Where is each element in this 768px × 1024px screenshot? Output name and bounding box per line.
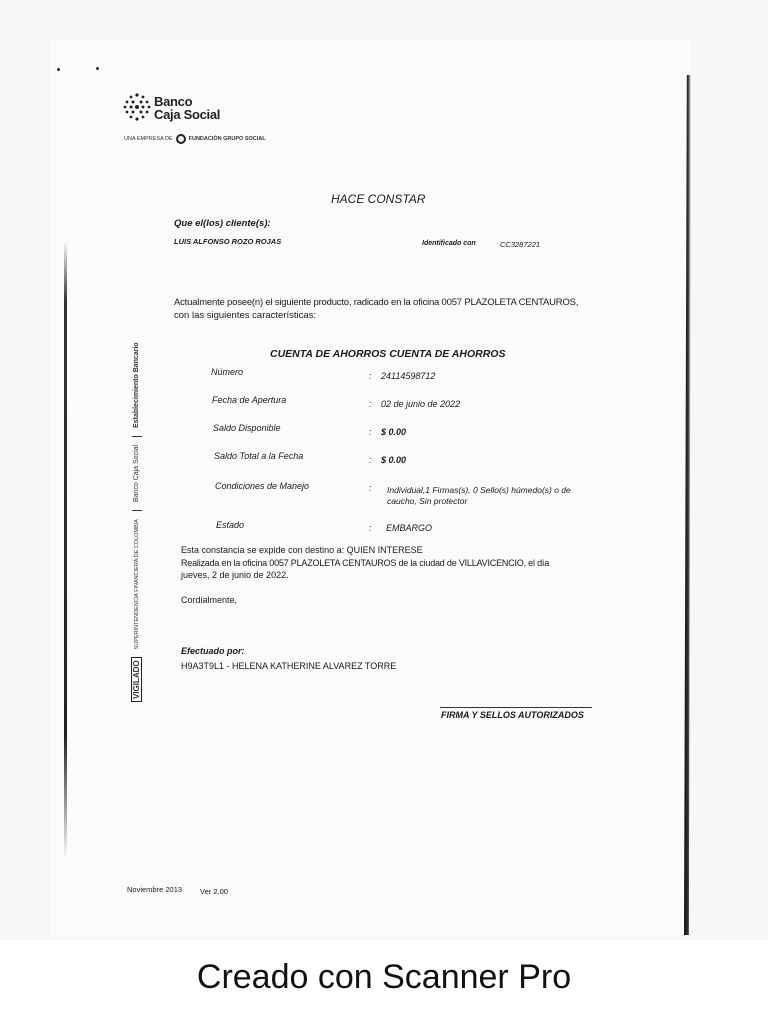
- destination-line: Esta constancia se expide con destino a: QUIEN INTERESE: [181, 545, 423, 555]
- product-line1: Actualmente posee(n) el siguiente producto, radicado en la oficina 0057 PLAZOLETA CENTAUROS,: [174, 297, 579, 308]
- made-by-label: Efectuado por:: [181, 646, 245, 656]
- margin-vertical-text: [131, 342, 142, 702]
- field-value: EMBARGO: [386, 523, 433, 533]
- bank-logo-dots-icon: [122, 92, 152, 122]
- vigilado-stamp: VIGILADO: [131, 657, 142, 702]
- tagline-prefix: UNA EMPRESA DE: [124, 136, 173, 142]
- field-colon: :: [369, 371, 372, 381]
- account-heading: CUENTA DE AHORROS CUENTA DE AHORROS: [270, 348, 506, 360]
- field-colon: :: [369, 427, 372, 437]
- field-label: Saldo Total a la Fecha: [214, 451, 304, 461]
- footer-version: Ver 2.00: [200, 887, 228, 896]
- tagline-org: FUNDACIÓN GRUPO SOCIAL: [188, 136, 266, 142]
- page-edge-shadow-left: [64, 240, 67, 860]
- scan-speck: [57, 68, 60, 71]
- client-name: LUIS ALFONSO ROZO ROJAS: [174, 237, 282, 246]
- field-colon: :: [369, 455, 372, 465]
- superintendencia-text: SUPERINTENDENCIA FINANCIERA DE COLOMBIA: [133, 519, 140, 650]
- bank-logo-text: [154, 95, 220, 121]
- field-value-cont: caucho, Sin protector: [387, 496, 468, 506]
- field-label: Estado: [216, 520, 245, 530]
- field-label: Número: [211, 367, 244, 377]
- made-by-value: H9A3T9L1 - HELENA KATHERINE ALVAREZ TORRE: [181, 661, 397, 671]
- issued-line2: jueves, 2 de junio de 2022.: [181, 570, 289, 580]
- margin-bank-name: Banco Caja Social: [133, 444, 140, 503]
- field-colon: :: [369, 399, 372, 409]
- id-value: CC3287221: [500, 240, 541, 249]
- product-line2: con las siguientes características:: [174, 310, 317, 321]
- field-label: Condiciones de Manejo: [215, 481, 310, 491]
- footer-date: Noviembre 2013: [127, 885, 183, 894]
- scan-speck: [96, 67, 99, 70]
- issued-line1: Realizada en la oficina 0057 PLAZOLETA CENTAUROS de la ciudad de VILLAVICENCIO, el día: [181, 558, 549, 568]
- signature-line: [440, 707, 592, 708]
- foundation-logo-icon: [176, 134, 186, 144]
- id-label: Identificado con: [422, 240, 476, 247]
- field-value: 24114598712: [381, 371, 436, 381]
- bank-tagline: [124, 134, 266, 144]
- signature-label: FIRMA Y SELLOS AUTORIZADOS: [441, 710, 584, 720]
- margin-separator: [132, 510, 142, 511]
- scanner-caption: Creado con Scanner Pro: [196, 958, 572, 996]
- field-colon: :: [369, 523, 372, 533]
- client-intro: Que el(los) cliente(s):: [174, 218, 271, 229]
- field-value: 02 de junio de 2022: [381, 399, 461, 409]
- field-label: Fecha de Apertura: [212, 395, 287, 405]
- field-colon: :: [369, 483, 372, 493]
- margin-separator: [132, 436, 142, 437]
- document-title: HACE CONSTAR: [331, 192, 426, 206]
- field-label: Saldo Disponible: [213, 423, 281, 433]
- field-value: Individual,1 Firmas(s), 0 Sello(s) húmedo(s) o de: [387, 485, 571, 495]
- brand-line1: Banco: [154, 94, 193, 109]
- field-value: $ 0.00: [381, 455, 407, 465]
- margin-establishment: Establecimiento Bancario: [133, 342, 140, 428]
- closing-line: Cordialmente,: [181, 595, 238, 605]
- brand-line2: Caja Social: [154, 107, 221, 122]
- field-value: $ 0.00: [381, 427, 407, 437]
